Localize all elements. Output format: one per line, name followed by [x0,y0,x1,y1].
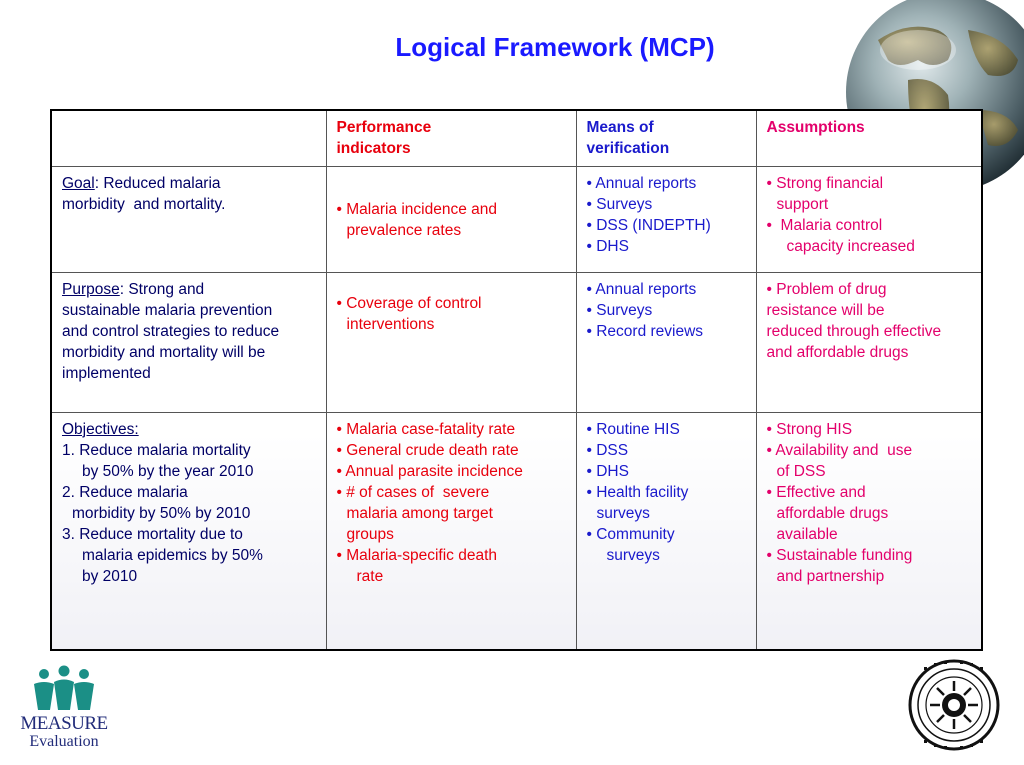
goal-means-cell: • Annual reports • Surveys • DSS (INDEPTH) • DHS [576,166,756,272]
measure-evaluation-logo-text: MEASURE Evaluation [20,713,108,750]
goal-assumptions-cell: • Strong financial support • Malaria control capacity increased [756,166,982,272]
goal-indicators-cell: • Malaria incidence and prevalence rates [326,166,576,272]
objectives-assumptions-cell: • Strong HIS • Availability and use of DSS • Effective and affordable drugs available • Sustainable funding and partnership [756,412,982,650]
purpose-term: Purpose [62,280,120,298]
university-seal-icon [908,659,1000,751]
purpose-label-cell: Purpose: Strong and sustainable malaria prevention and control strategies to reduce morbidity and mortality will be implemented [51,272,326,412]
table-row-goal [51,166,982,272]
objectives-indicators-cell: • Malaria case-fatality rate • General crude death rate • Annual parasite incidence • # of cases of severe malaria among target groups • Malaria-specific death rate [326,412,576,650]
objectives-means-cell: • Routine HIS • DSS • DHS • Health facility surveys • Community surveys [576,412,756,650]
purpose-assumptions-cell: • Problem of drug resistance will be reduced through effective and affordable drugs [756,272,982,412]
objectives-term: Objectives: [62,420,139,438]
header-means-of-verification: Means of verification [576,110,756,166]
goal-label-cell: Goal: Reduced malaria morbidity and mortality. [51,166,326,272]
header-empty-cell [51,110,326,166]
header-row [51,110,982,166]
purpose-indicators-cell: • Coverage of control interventions [326,272,576,412]
table-row-objectives [51,412,982,650]
table-row-purpose [51,272,982,412]
goal-term: Goal [62,174,95,192]
purpose-means-cell: • Annual reports • Surveys • Record reviews [576,272,756,412]
header-assumptions: Assumptions [756,110,982,166]
slide-title: Logical Framework (MCP) [395,32,715,62]
objectives-label-cell: Objectives: 1. Reduce malaria mortality by 50% by the year 2010 2. Reduce malaria morbidity by 50% by 2010 3. Reduce mortality due to malaria epidemics by 50% by 2010 [51,412,326,650]
logical-framework-table [50,109,983,651]
header-performance-indicators: Performance indicators [326,110,576,166]
